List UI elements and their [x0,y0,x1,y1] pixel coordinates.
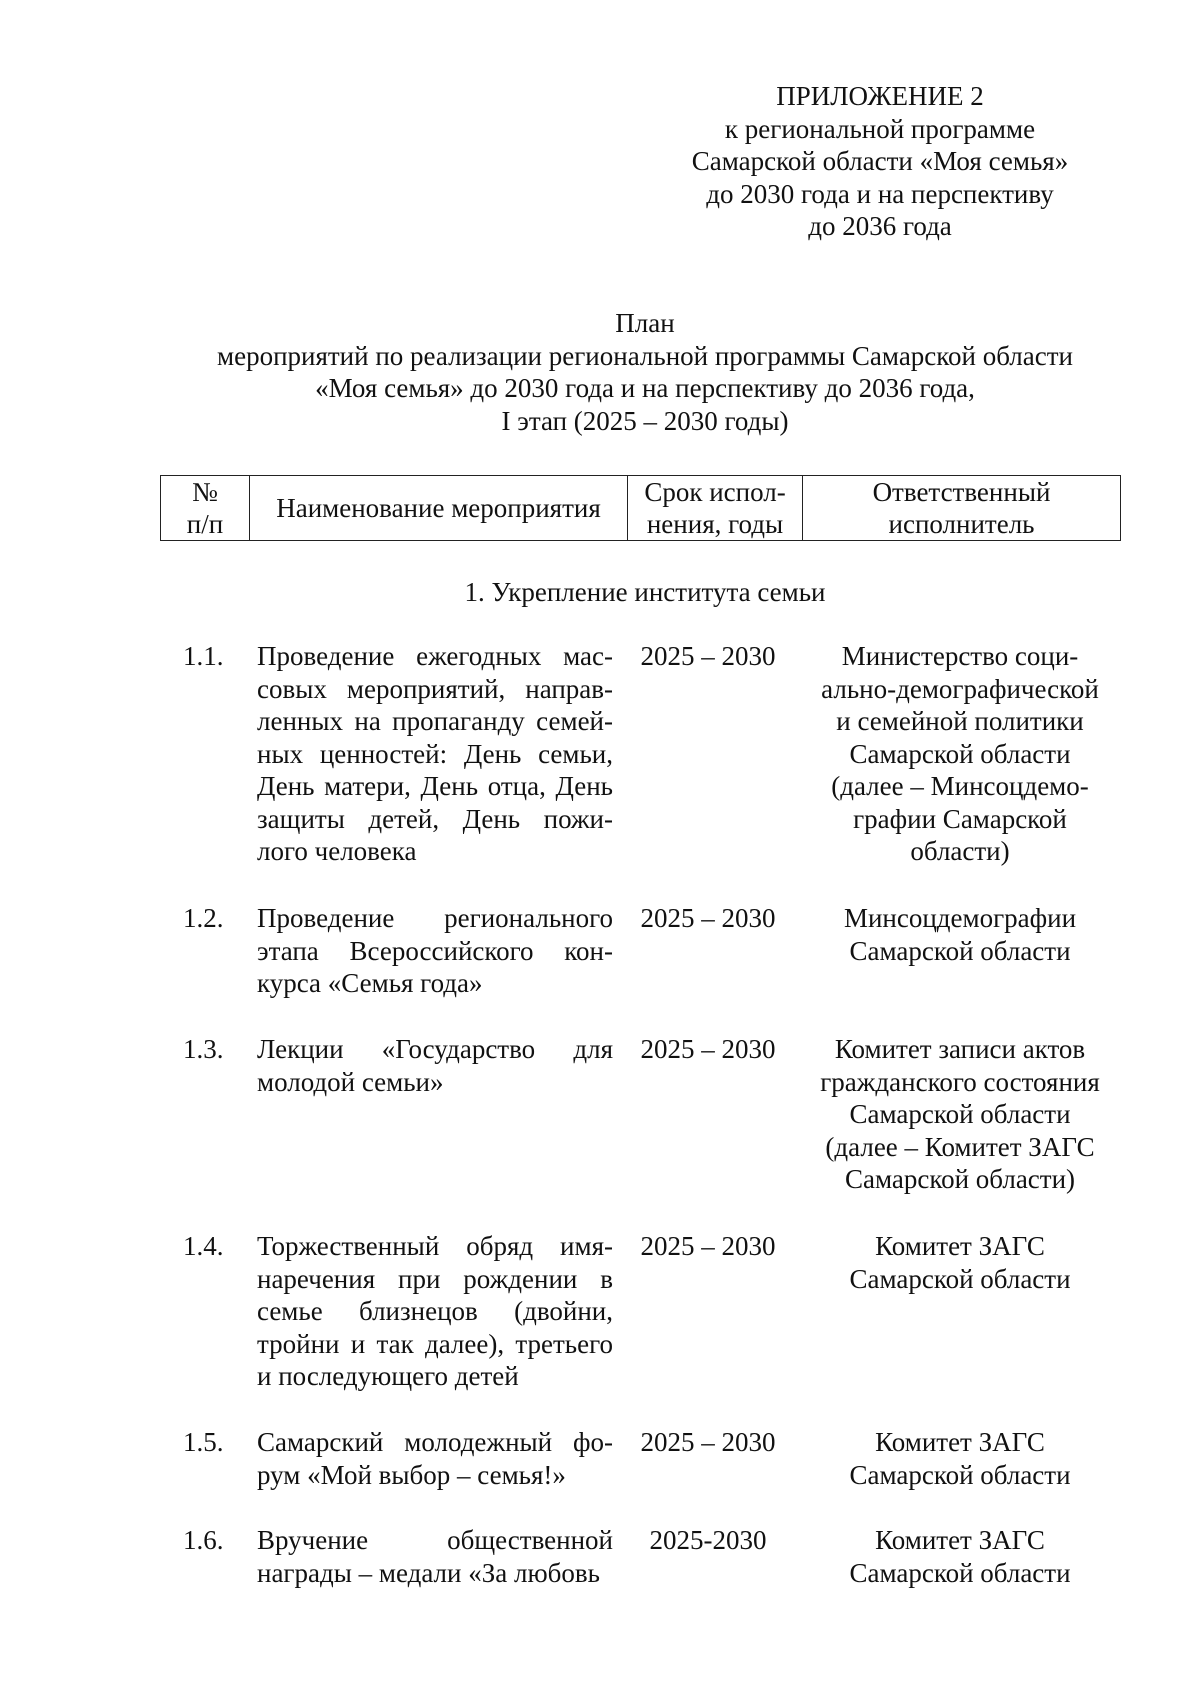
row-name-line: ных ценностей: День семьи, [257,738,613,769]
row-name-line: Лекции «Государство для [257,1034,613,1064]
header-resp-line1: Ответственный [872,477,1051,507]
appendix-line: до 2036 года [808,211,952,241]
row-name [257,1524,613,1589]
plan-title [150,307,1140,437]
row-responsible [800,1524,1120,1589]
header-resp-cell [803,476,1121,541]
row-name-line: лого человека [257,836,417,866]
row-responsible [800,640,1120,868]
header-num-cell [161,476,250,541]
row-responsible [800,902,1120,967]
row-resp-line: гражданского состояния [820,1066,1100,1097]
row-name-line: Проведение регионального [257,903,613,933]
header-period-line2: нения, годы [646,509,784,539]
row-name-line: Проведение ежегодных мас- [257,641,613,671]
row-name-line: защиты детей, День пожи- [257,803,613,834]
row-name-line: и последующего детей [257,1361,519,1391]
header-resp-line2: исполнитель [888,509,1035,539]
row-name-line: награды – медали «За любовь [257,1557,600,1588]
row-responsible [800,1033,1120,1196]
row-resp-line: Комитет записи актов [834,1034,1086,1064]
plan-title-line: мероприятий по реализации региональной программы Самарской области [217,340,1073,371]
row-period: 2025-2030 [649,1525,767,1555]
row-number: 1.3. [183,1034,224,1064]
row-period: 2025 – 2030 [640,1034,776,1064]
header-name-cell [250,476,628,541]
appendix-line: до 2030 года и на перспективу [706,178,1054,209]
header-num-line2: п/п [186,509,224,539]
plan-title-line: План [615,308,675,338]
appendix-line: Самарской области «Моя семья» [691,146,1069,176]
row-name-line: рум «Мой выбор – семья!» [257,1459,566,1490]
row-resp-line: и семейной политики [836,706,1084,736]
row-name [257,902,613,1000]
row-resp-line: Минсоцдемографии [843,903,1077,933]
row-number: 1.1. [183,641,224,671]
header-num-line1: № [192,477,218,507]
row-resp-line: (далее – Минсоцдемо- [831,771,1089,801]
row-resp-line: Самарской области) [844,1164,1076,1194]
row-name-line: Самарский молодежный фо- [257,1427,613,1457]
row-period: 2025 – 2030 [640,1231,776,1261]
row-period: 2025 – 2030 [640,903,776,933]
section-title: 1. Укрепление института семьи [464,577,826,607]
row-resp-line: Самарской области [849,1263,1071,1294]
appendix-line: к региональной программе [724,113,1036,144]
row-name-line: семье близнецов (двойни, [257,1296,613,1326]
row-resp-line: Комитет ЗАГС [875,1427,1045,1457]
row-name-line: молодой семьи» [257,1066,444,1097]
row-period: 2025 – 2030 [640,641,776,671]
table-header [160,475,1121,541]
row-number: 1.6. [183,1525,224,1555]
plan-title-line: «Моя семья» до 2030 года и на перспективу до 2036 года, [315,373,975,403]
row-resp-line: Комитет ЗАГС [875,1231,1045,1261]
row-resp-line: Самарской области [849,1099,1071,1129]
row-number: 1.4. [183,1231,224,1261]
row-name-line: тройни и так далее), третьего [257,1328,613,1359]
header-name: Наименование мероприятия [276,493,601,523]
row-name [257,1230,613,1393]
row-name-line: Торжественный обряд имя- [257,1231,613,1261]
row-number: 1.5. [183,1427,224,1457]
row-name-line: Вручение общественной [257,1525,613,1555]
row-name-line: наречения при рождении в [257,1263,613,1294]
row-period: 2025 – 2030 [640,1427,776,1457]
header-period-line1: Срок испол- [644,477,786,507]
row-resp-line: области) [910,836,1010,866]
plan-title-line: I этап (2025 – 2030 годы) [501,405,789,436]
row-resp-line: ально-демографической [821,673,1099,704]
row-resp-line: Самарской области [849,738,1071,769]
row-resp-line: Самарской области [849,1557,1071,1588]
row-name-line: этапа Всероссийского кон- [257,935,613,966]
row-resp-line: Министерство соци- [841,641,1079,671]
appendix-heading [660,80,1100,243]
row-responsible [800,1230,1120,1295]
row-resp-line: (далее – Комитет ЗАГС [825,1131,1095,1162]
row-number: 1.2. [183,903,224,933]
row-name [257,640,613,868]
row-resp-line: Самарской области [849,1459,1071,1490]
row-resp-line: графии Самарской [853,803,1067,834]
row-responsible [800,1426,1120,1491]
header-period-cell [628,476,803,541]
row-resp-line: Комитет ЗАГС [875,1525,1045,1555]
row-name-line: День матери, День отца, День [257,771,613,801]
row-resp-line: Самарской области [849,935,1071,966]
row-name-line: курса «Семья года» [257,968,483,998]
row-name [257,1426,613,1491]
row-name [257,1033,613,1098]
row-name-line: ленных на пропаганду семей- [257,706,613,736]
appendix-line: ПРИЛОЖЕНИЕ 2 [776,81,984,111]
row-name-line: совых мероприятий, направ- [257,673,613,704]
